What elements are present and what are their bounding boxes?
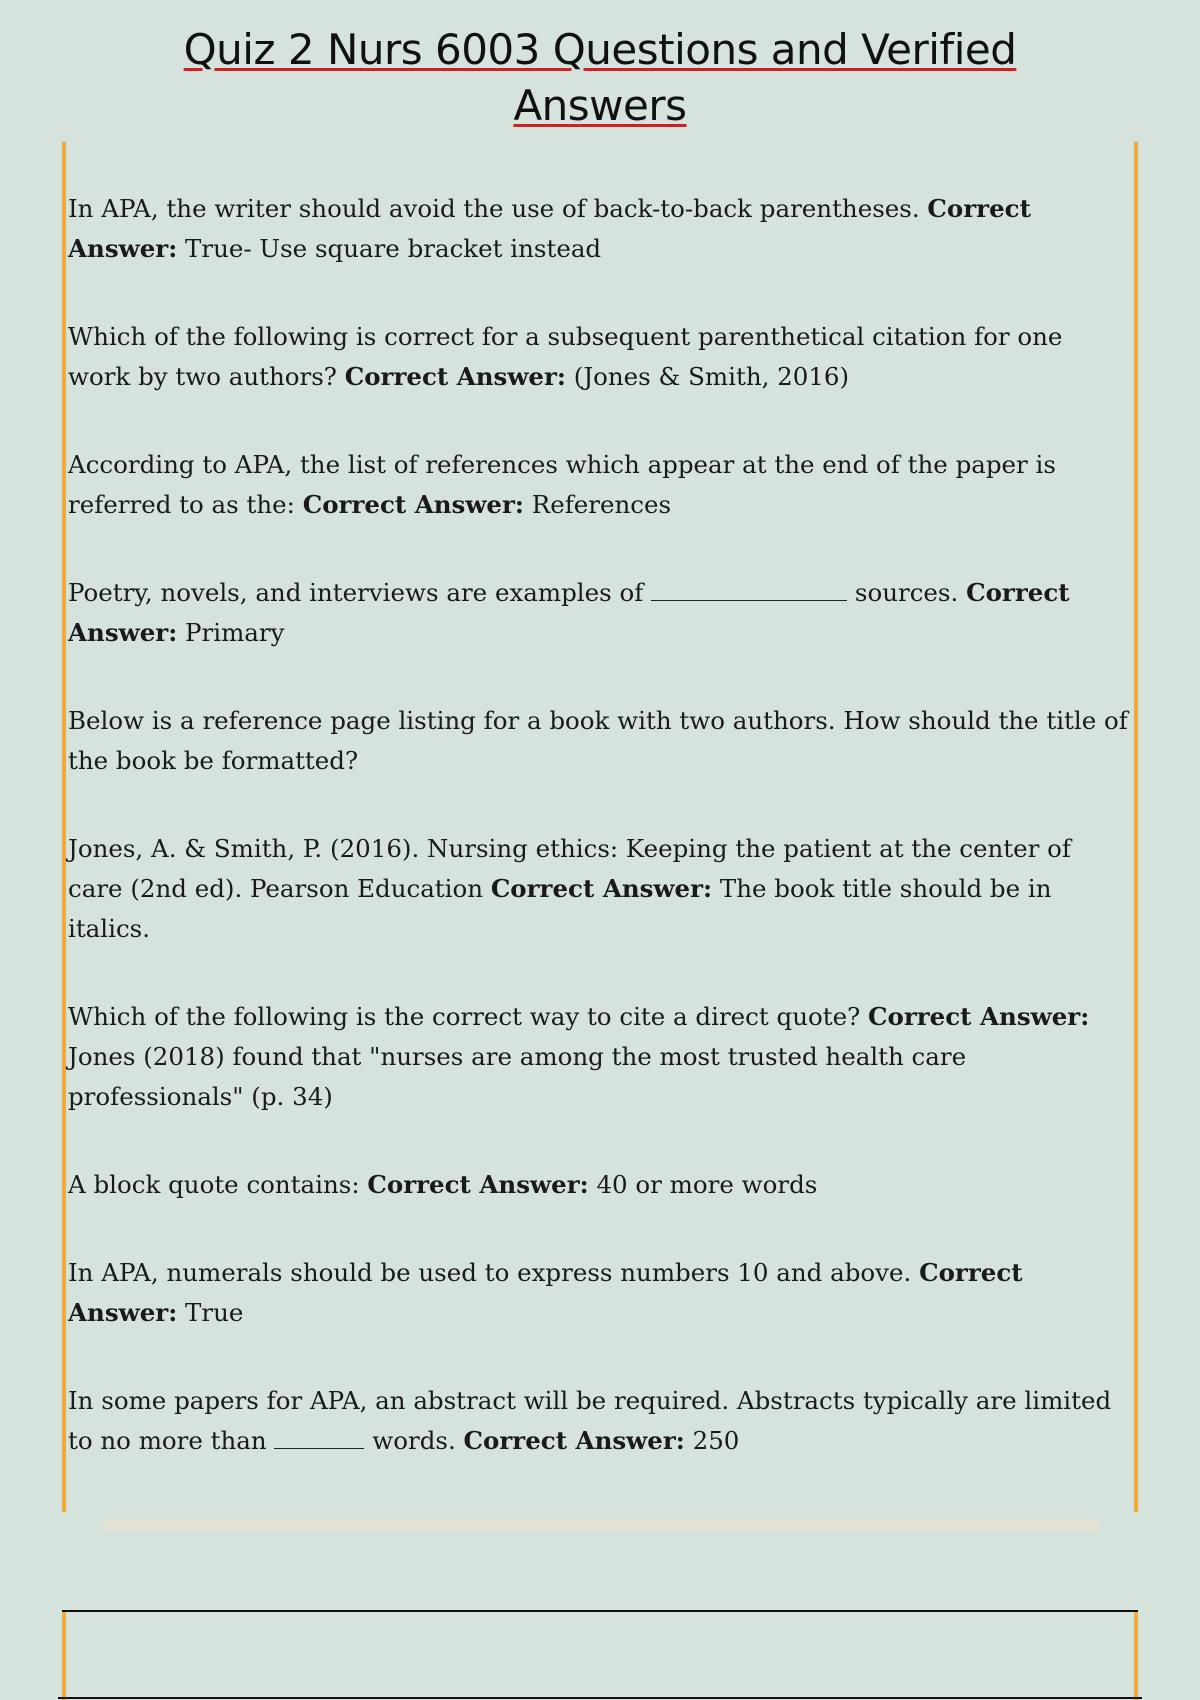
answer-label: Correct Answer: bbox=[463, 1426, 685, 1455]
answer-label: Correct Answer: bbox=[68, 194, 1031, 263]
answer-label: Correct Answer: bbox=[68, 1258, 1023, 1327]
answer-label: Correct Answer: bbox=[302, 490, 524, 519]
right-border bbox=[1134, 142, 1138, 1512]
question-text: In some papers for APA, an abstract will be required. Abstracts typically are limited to no more than bbox=[68, 1386, 1112, 1455]
answer-label: Correct Answer: bbox=[490, 874, 713, 903]
divider-bar bbox=[104, 1519, 1098, 1531]
answer-label: Correct Answer: bbox=[367, 1170, 589, 1199]
fill-in-blank bbox=[651, 574, 847, 601]
document-title bbox=[0, 22, 1200, 134]
answer-text: True bbox=[177, 1298, 244, 1327]
qa-item bbox=[68, 445, 1128, 525]
answer-text: (Jones & Smith, 2016) bbox=[565, 362, 850, 391]
question-text: Which of the following is the correct way to cite a direct quote? bbox=[68, 1002, 868, 1031]
footer-left-border bbox=[62, 1612, 66, 1700]
question-text: A block quote contains: bbox=[68, 1170, 368, 1199]
qa-list bbox=[68, 189, 1128, 1509]
answer-text: The book title should be in italics. bbox=[68, 874, 1052, 943]
question-text: Below is a reference page listing for a book with two authors. How should the title of the book be formatted? bbox=[68, 706, 1128, 775]
qa-item bbox=[68, 1165, 1128, 1205]
question-text-end: sources. bbox=[847, 578, 967, 607]
fill-in-blank bbox=[274, 1422, 364, 1449]
qa-item bbox=[68, 1381, 1128, 1461]
footer-right-border bbox=[1134, 1612, 1138, 1700]
qa-item bbox=[68, 317, 1128, 397]
left-border bbox=[62, 142, 66, 1512]
title-line-2: Answers bbox=[513, 81, 687, 130]
question-text: Poetry, novels, and interviews are examples of bbox=[68, 578, 652, 607]
qa-item bbox=[68, 189, 1128, 269]
answer-text: Jones (2018) found that "nurses are among the most trusted health care professionals" (p. 34) bbox=[68, 1042, 967, 1111]
question-text: Jones, A. & Smith, P. (2016). Nursing ethics: Keeping the patient at the center of care (2nd ed). Pearson Education bbox=[68, 834, 1071, 903]
qa-item bbox=[68, 701, 1128, 781]
answer-text: References bbox=[523, 490, 672, 519]
question-text: In APA, the writer should avoid the use of back-to-back parentheses. bbox=[68, 194, 928, 223]
answer-label: Correct Answer: bbox=[868, 1002, 1090, 1031]
answer-label: Correct Answer: bbox=[344, 362, 566, 391]
question-text: According to APA, the list of references which appear at the end of the paper is referred to as the: bbox=[68, 450, 1056, 519]
question-text: In APA, numerals should be used to express numbers 10 and above. bbox=[68, 1258, 920, 1287]
answer-text: True- Use square bracket instead bbox=[177, 234, 602, 263]
answer-text: 250 bbox=[684, 1426, 740, 1455]
footer-bottom-rule bbox=[58, 1697, 1142, 1699]
qa-item bbox=[68, 573, 1128, 653]
qa-item bbox=[68, 829, 1128, 949]
answer-label: Correct Answer: bbox=[68, 578, 1070, 647]
question-text-end: words. bbox=[364, 1426, 464, 1455]
answer-text: 40 or more words bbox=[588, 1170, 818, 1199]
answer-text: Primary bbox=[177, 618, 285, 647]
footer-top-rule bbox=[62, 1610, 1138, 1612]
question-text: Which of the following is correct for a subsequent parenthetical citation for one work by two authors? bbox=[68, 322, 1063, 391]
qa-item bbox=[68, 1253, 1128, 1333]
title-line-1: Quiz 2 Nurs 6003 Questions and Verified bbox=[183, 25, 1017, 74]
qa-item bbox=[68, 997, 1128, 1117]
